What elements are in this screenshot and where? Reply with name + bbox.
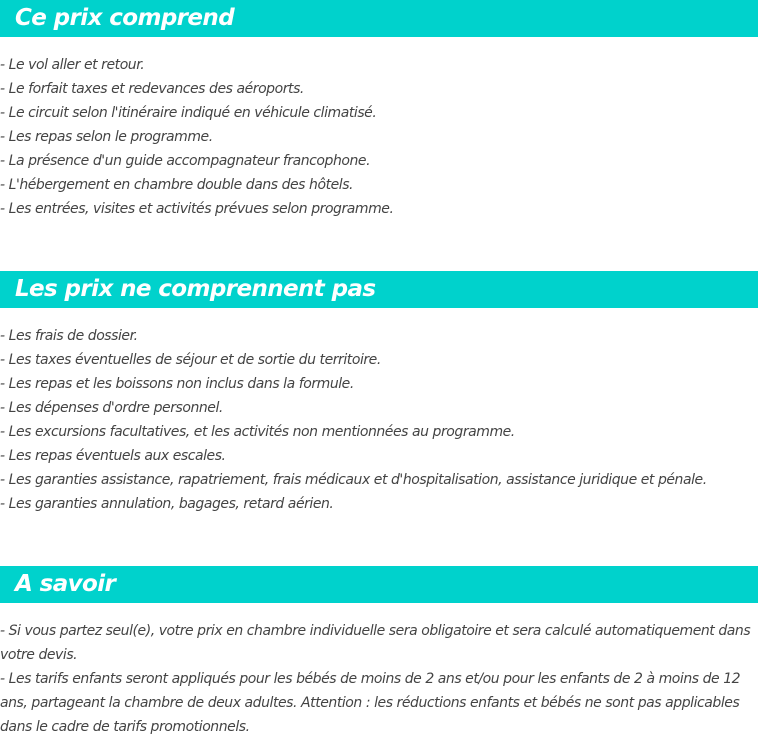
section-title: A savoir bbox=[0, 566, 758, 603]
list-item: - Les repas selon le programme. bbox=[0, 129, 213, 145]
list-item: - Le circuit selon l'itinéraire indiqué en véhicule climatisé. bbox=[0, 105, 377, 121]
list-item: - Les frais de dossier. bbox=[0, 328, 138, 344]
list-item: - Les repas éventuels aux escales. bbox=[0, 448, 226, 464]
list-item: - Les garanties assistance, rapatriement, frais médicaux et d'hospitalisation, assistance juridique et pénale. bbox=[0, 472, 707, 488]
list-item: - Les taxes éventuelles de séjour et de sortie du territoire. bbox=[0, 352, 381, 368]
included-list bbox=[0, 53, 758, 221]
list-item: - Les tarifs enfants seront appliqués pour les bébés de moins de 2 ans et/ou pour les enfants de 2 à moins de 12 ans, partageant la chambre de deux adultes. Attention : les réductions enfants et bébés ne sont pas applicables dans le cadre de tarifs promotionnels. bbox=[0, 671, 741, 735]
section-price-includes bbox=[0, 0, 758, 221]
list-item: - Les repas et les boissons non inclus dans la formule. bbox=[0, 376, 354, 392]
section-good-to-know bbox=[0, 566, 758, 739]
list-item: - Les excursions facultatives, et les activités non mentionnées au programme. bbox=[0, 424, 515, 440]
list-item: - Le forfait taxes et redevances des aéroports. bbox=[0, 81, 304, 97]
section-price-excludes bbox=[0, 271, 758, 516]
list-item: - Si vous partez seul(e), votre prix en chambre individuelle sera obligatoire et sera calculé automatiquement dans votre devis. bbox=[0, 623, 751, 663]
list-item: - Les dépenses d'ordre personnel. bbox=[0, 400, 223, 416]
excluded-list bbox=[0, 324, 758, 516]
list-item: - Le vol aller et retour. bbox=[0, 57, 145, 73]
list-item: - La présence d'un guide accompagnateur francophone. bbox=[0, 153, 371, 169]
info-list bbox=[0, 619, 758, 739]
list-item: - Les garanties annulation, bagages, retard aérien. bbox=[0, 496, 334, 512]
section-title: Les prix ne comprennent pas bbox=[0, 271, 758, 308]
section-title: Ce prix comprend bbox=[0, 0, 758, 37]
list-item: - L'hébergement en chambre double dans des hôtels. bbox=[0, 177, 354, 193]
list-item: - Les entrées, visites et activités prévues selon programme. bbox=[0, 201, 394, 217]
